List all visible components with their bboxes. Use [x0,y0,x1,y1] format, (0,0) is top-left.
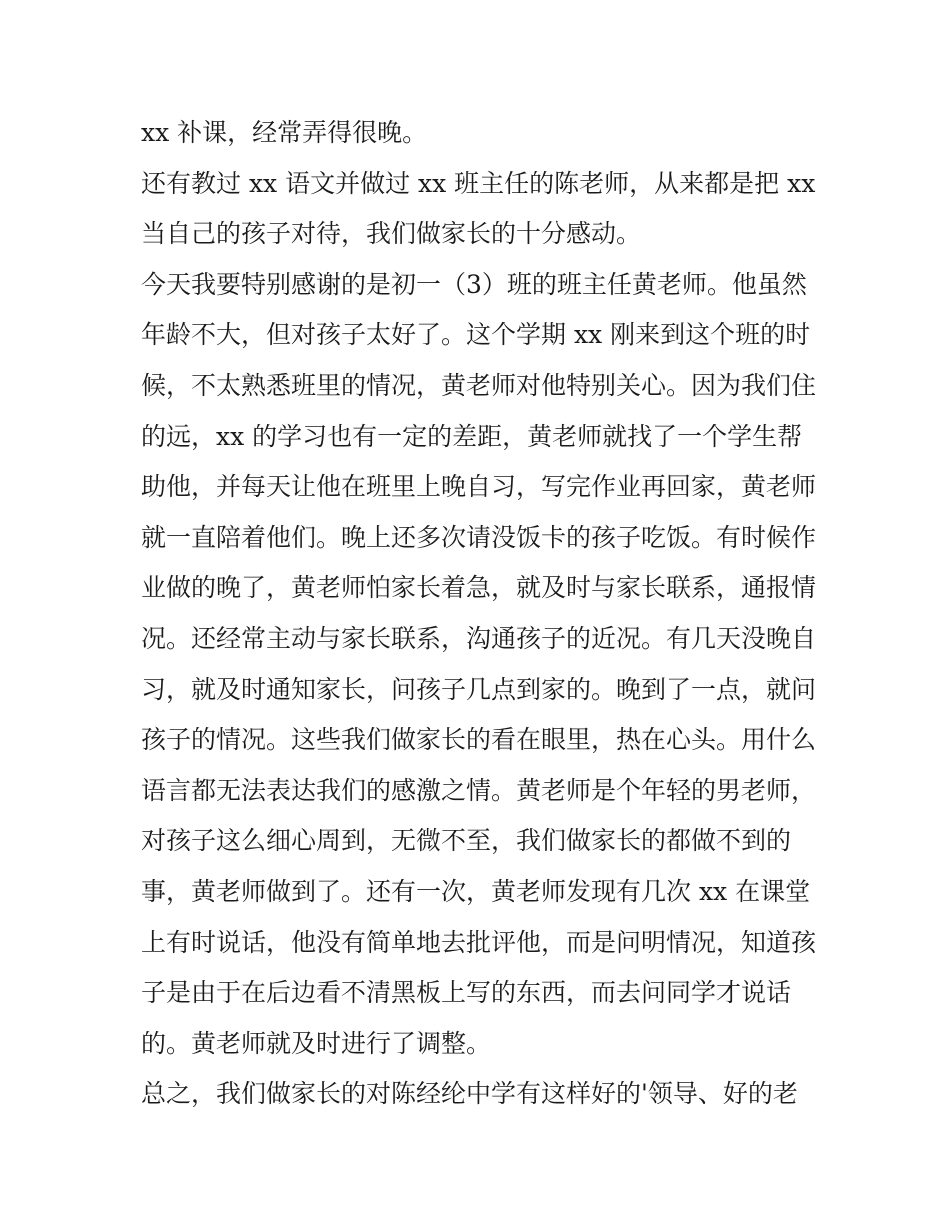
text-line: 语言都无法表达我们的感激之情。黄老师是个年轻的男老师， [141,775,817,805]
text-line: 业做的晚了，黄老师怕家长着急，就及时与家长联系，通报情 [141,573,817,603]
text-line: 就一直陪着他们。晚上还多次请没饭卡的孩子吃饭。有时候作 [141,522,817,552]
text-line: 助他，并每天让他在班里上晚自习，写完作业再回家，黄老师 [141,472,817,502]
text-line: 候，不太熟悉班里的情况，黄老师对他特别关心。因为我们住 [141,370,817,400]
text-line: 习，就及时通知家长，问孩子几点到家的。晚到了一点，就问 [141,674,817,704]
text-line: xx 补课，经常弄得很晚。 [141,118,428,147]
text-line: 事，黄老师做到了。还有一次，黄老师发现有几次 xx 在课堂 [141,876,811,906]
text-line: 总之，我们做家长的对陈经纶中学有这样好的'领导、好的老 [141,1079,798,1109]
text-line: 年龄不大，但对孩子太好了。这个学期 xx 刚来到这个班的时 [141,320,811,350]
text-line: 孩子的情况。这些我们做家长的看在眼里，热在心头。用什么 [141,725,817,755]
text-line: 上有时说话，他没有简单地去批评他，而是问明情况，知道孩 [141,927,817,957]
text-line: 况。还经常主动与家长联系，沟通孩子的近况。有几天没晚自 [141,623,817,653]
text-line: 子是由于在后边看不清黑板上写的东西，而去问同学才说话 [141,978,792,1008]
text-line: 当自己的孩子对待，我们做家长的十分感动。 [141,219,642,249]
text-line: 今天我要特别感谢的是初一（3）班的班主任黄老师。他虽然 [141,269,807,299]
text-line: 还有教过 xx 语文并做过 xx 班主任的陈老师，从来都是把 xx [141,168,816,198]
text-line: 的远，xx 的学习也有一定的差距，黄老师就找了一个学生帮 [141,421,803,451]
text-line: 的。黄老师就及时进行了调整。 [141,1028,492,1058]
text-line: 对孩子这么细心周到，无微不至，我们做家长的都做不到的 [141,826,792,856]
document-body [141,108,831,1120]
